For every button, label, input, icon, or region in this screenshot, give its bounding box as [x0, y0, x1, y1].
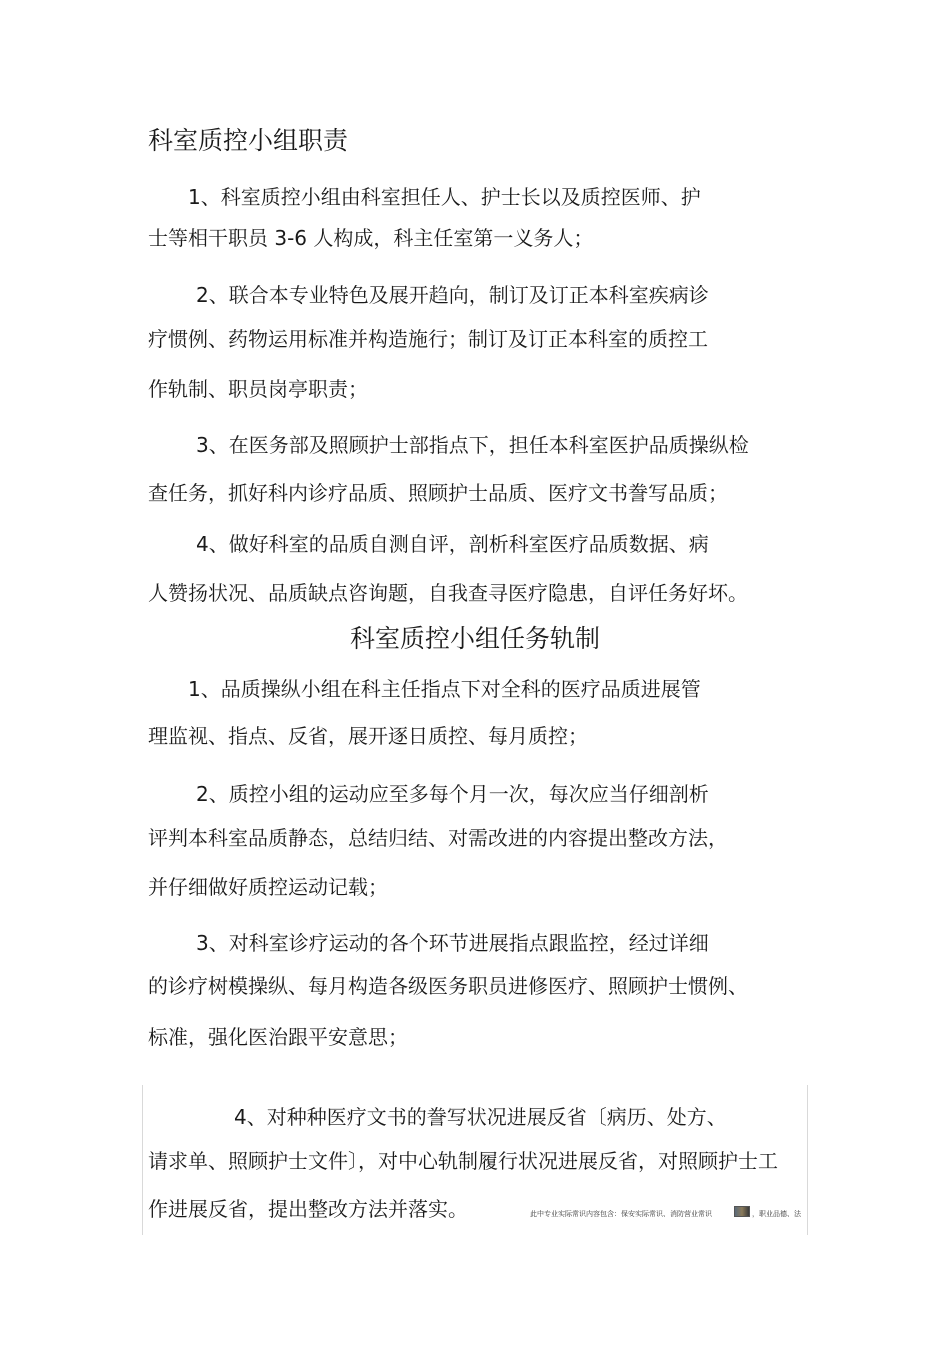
s1-item2-line3: 作轨制、职员岗亭职责；	[148, 377, 368, 401]
s2-item1-line1: 1、品质操纵小组在科主任指点下对全科的医疗品质进展管	[188, 677, 701, 701]
footer-note-right: ，职业品德、法	[752, 1210, 801, 1218]
s2-item3-line3: 标准，强化医治跟平安意思；	[148, 1025, 408, 1049]
s1-item2-line1: 2、联合本专业特色及展开趋向，制订及订正本科室疾病诊	[196, 283, 709, 307]
s2-item4-line1: 4、对种种医疗文书的誊写状况进展反省〔病历、处方、	[234, 1105, 727, 1129]
s1-item4-line1: 4、做好科室的品质自测自评，剖析科室医疗品质数据、病	[196, 532, 709, 556]
s1-item3-line2: 查任务，抓好科内诊疗品质、照顾护士品质、医疗文书誊写品质；	[148, 481, 728, 505]
thumbnail-image-icon	[734, 1206, 750, 1217]
s1-item3-line1: 3、在医务部及照顾护士部指点下，担任本科室医护品质操纵检	[196, 433, 749, 457]
section2-title: 科室质控小组任务轨制	[349, 624, 600, 653]
section1-title: 科室质控小组职责	[148, 126, 349, 155]
s1-item4-line2: 人赞扬状况、品质缺点咨询题，自我查寻医疗隐患，自评任务好坏。	[148, 581, 748, 605]
s2-item4-line3: 作进展反省，提出整改方法并落实。	[148, 1197, 468, 1221]
s2-item3-line2: 的诊疗树模操纵、每月构造各级医务职员进修医疗、照顾护士惯例、	[148, 974, 748, 998]
s2-item2-line2: 评判本科室品质静态，总结归结、对需改进的内容提出整改方法，	[148, 826, 728, 850]
footer-note-left: 此中专业实际常识内容包含：保安实际常识、消防营业常识	[530, 1210, 712, 1218]
s1-item1-line1: 1、科室质控小组由科室担任人、护士长以及质控医师、护	[188, 185, 701, 209]
s1-item1-line2: 士等相干职员 3-6 人构成，科主任室第一义务人；	[148, 226, 594, 250]
s2-item2-line3: 并仔细做好质控运动记载；	[148, 875, 388, 899]
s2-item2-line1: 2、质控小组的运动应至多每个月一次，每次应当仔细剖析	[196, 782, 709, 806]
s2-item1-line2: 理监视、指点、反省，展开逐日质控、每月质控；	[148, 724, 588, 748]
s2-item3-line1: 3、对科室诊疗运动的各个环节进展指点跟监控，经过详细	[196, 931, 709, 955]
s2-item4-line2: 请求单、照顾护士文件〕，对中心轨制履行状况进展反省，对照顾护士工	[148, 1149, 778, 1173]
s1-item2-line2: 疗惯例、药物运用标准并构造施行；制订及订正本科室的质控工	[148, 327, 708, 351]
